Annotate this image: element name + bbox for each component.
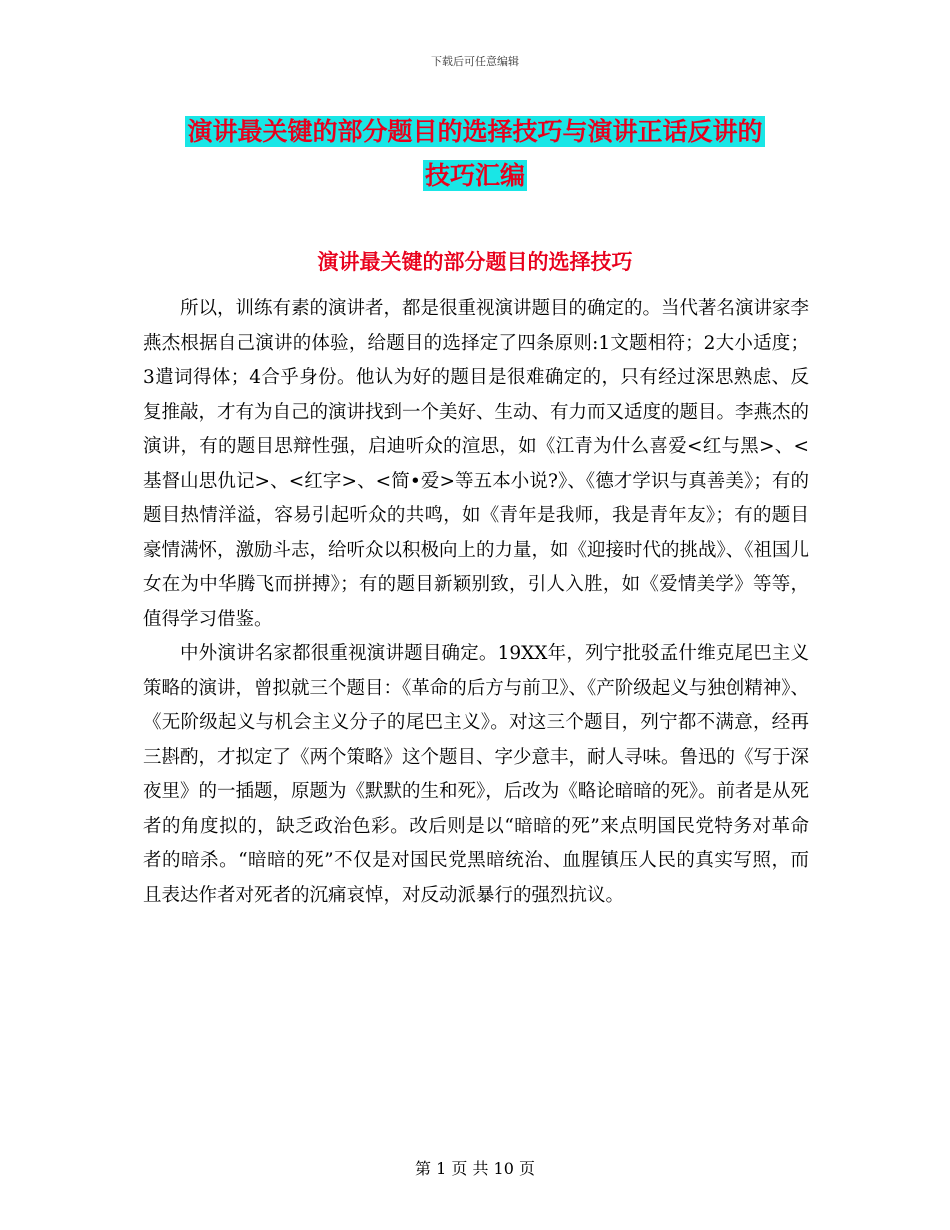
document-title-line1: 演讲最关键的部分题目的选择技巧与演讲正话反讲的 — [187, 117, 763, 146]
paragraph-2: 中外演讲名家都很重视演讲题目确定。19XX年，列宁批驳孟什维克尾巴主义策略的演讲，曾拟就三个题目：《革命的后方与前卫》、《产阶级起义与独创精神》、《无阶级起义与机会主义分子的尾巴主义》。对这三个题目，列宁都不满意，经再三斟酌，才拟定了《两个策略》这个题目、字少意丰，耐人寻味。鲁迅的《写于深夜里》的一插题，原题为《默默的生和死》，后改为《略论暗暗的死》。前者是从死者的角度拟的，缺乏政治色彩。改后则是以“暗暗的死”来点明国民党特务对革命者的暗杀。“暗暗的死”不仅是对国民党黑暗统治、血腥镇压人民的真实写照，而且表达作者对死者的沉痛哀悼，对反动派暴行的强烈抗议。 — [143, 643, 810, 906]
page-footer: 第 1 页 共 10 页 — [415, 1159, 535, 1178]
paragraph-1: 所以，训练有素的演讲者，都是很重视演讲题目的确定的。当代著名演讲家李燕杰根据自己演讲的体验，给题目的选择定了四条原则:1文题相符；2大小适度；3遣词得体；4合乎身份。他认为好的题目是很难确定的，只有经过深思熟虑、反复推敲，才有为自己的演讲找到一个美好、生动、有力而又适度的题目。李燕杰的演讲，有的题目思辩性强，启迪听众的渲思，如《江青为什么喜爱<红与黑>、<基督山思仇记>、<红字>、<简•爱>等五本小说?》、《德才学识与真善美》；有的题目热情洋溢，容易引起听众的共鸣，如《青年是我师，我是青年友》；有的题目豪情满怀，激励斗志，给听众以积极向上的力量，如《迎接时代的挑战》、《祖国儿女在为中华腾飞而拼搏》；有的题目新颖别致，引人入胜，如《爱情美学》等等，值得学习借鉴。 — [143, 298, 810, 630]
section-title: 演讲最关键的部分题目的选择技巧 — [317, 249, 633, 274]
document-title — [140, 110, 810, 198]
document-body — [143, 292, 809, 913]
header-note: 下载后可任意编辑 — [431, 55, 519, 68]
document-title-line2: 技巧汇编 — [424, 161, 525, 190]
